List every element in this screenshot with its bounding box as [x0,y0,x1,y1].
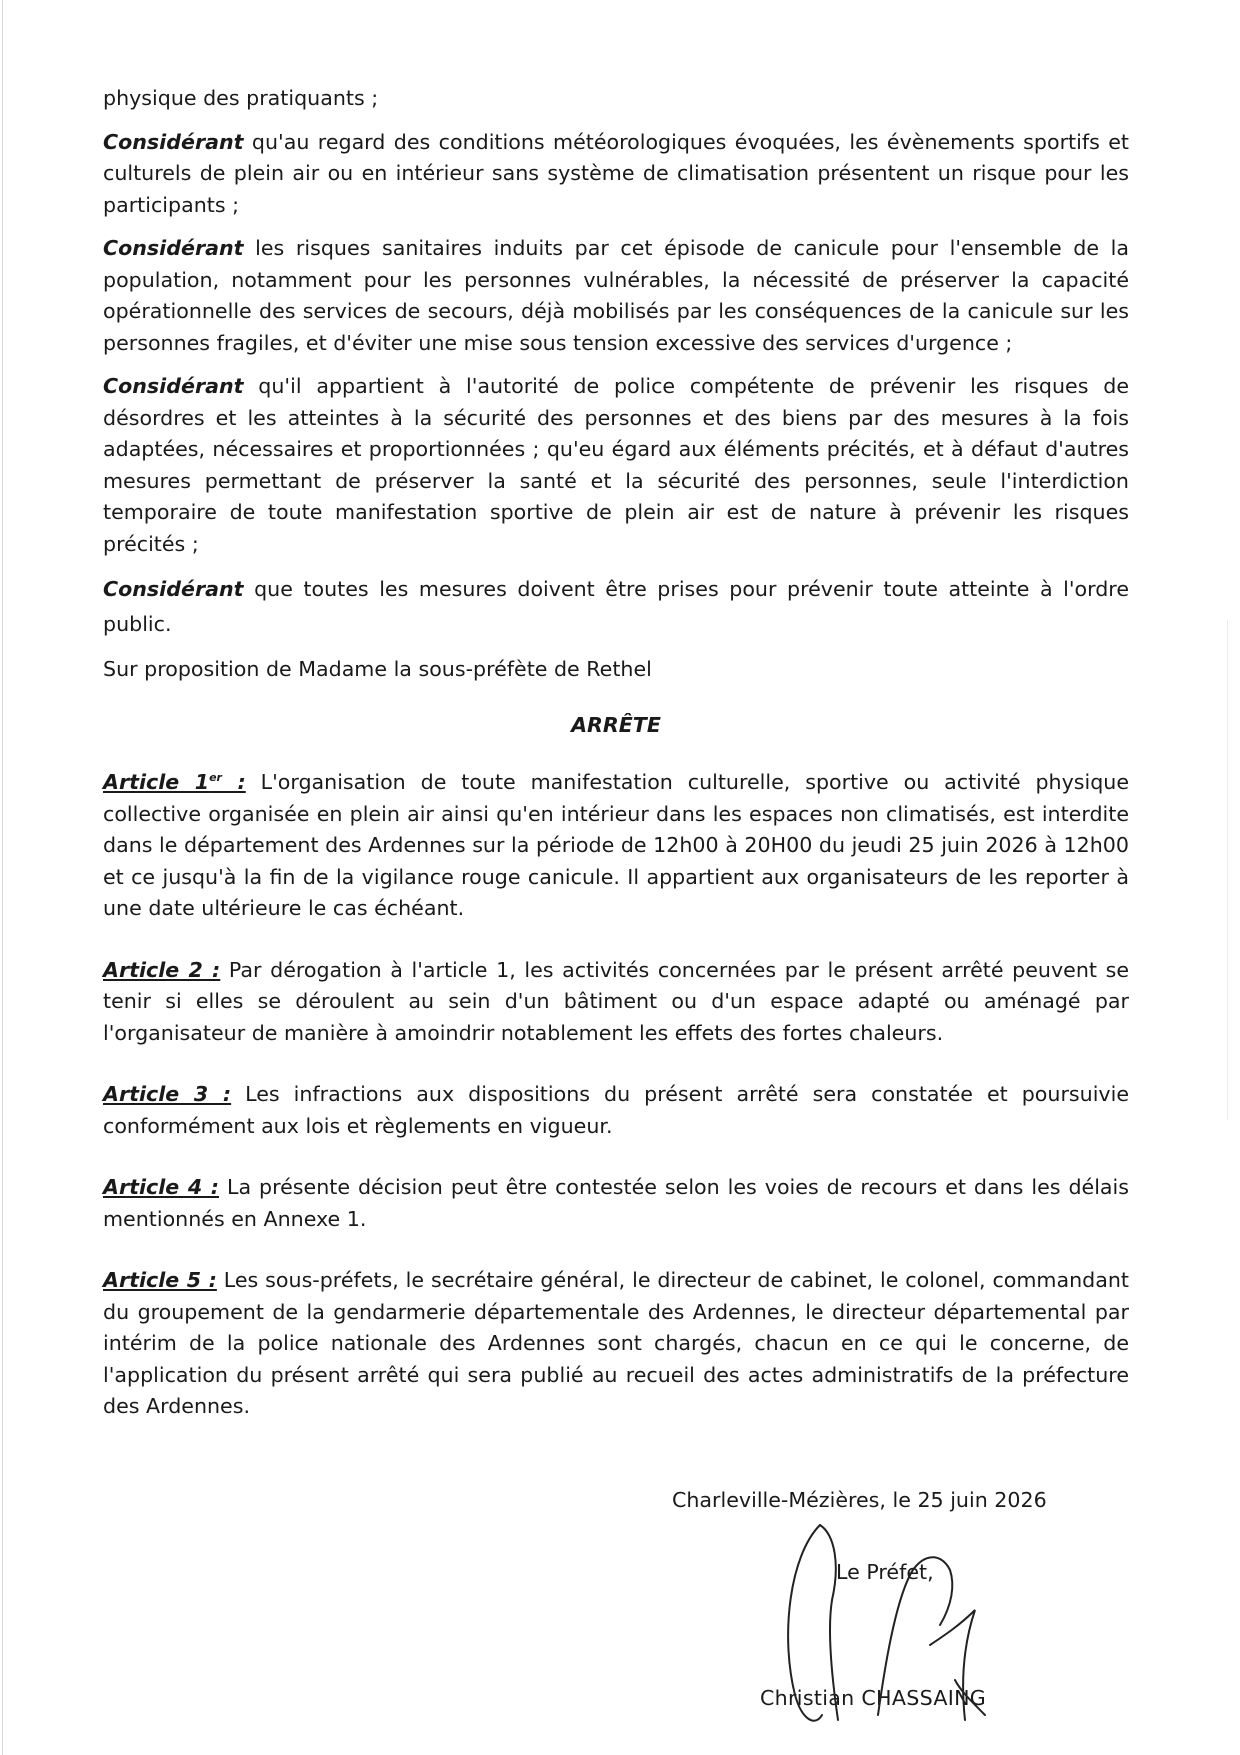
considerant-text: que toutes les mesures doivent être prises pour prévenir toute atteinte à l'ordre public. [103,577,1129,636]
article-label: Article 5 : [103,1268,217,1292]
article-3 [103,1079,1129,1142]
article-2 [103,955,1129,1050]
scan-edge [1227,620,1228,1120]
considerant-paragraph [103,371,1129,560]
arrete-heading: ARRÊTE [571,712,661,737]
signatory-title: Le Préfet, [836,1560,934,1584]
considerant-lead: Considérant [103,577,244,601]
signatory-name: Christian CHASSAING [760,1686,987,1710]
scan-edge [2,0,3,1755]
article-text: Les sous-préfets, le secrétaire général, le directeur de cabinet, le colonel, commandant du groupement de la gendarmerie départementale des Ardennes, le directeur départemental par intérim de la police nationale des Ardennes sont chargés, chacun en ce qui le concerne, de l'application du présent arrêté qui sera publié au recueil des actes administratifs de la préfecture des Ardennes. [103,1268,1129,1418]
considerant-paragraph [103,127,1129,222]
document-body [103,83,1129,1453]
considerant-text: qu'au regard des conditions météorologiques évoquées, les évènements sportifs et culturels de plein air ou en intérieur sans système de climatisation présentent un risque pour les participants ; [103,129,1129,217]
considerant-text: les risques sanitaires induits par cet épisode de canicule pour l'ensemble de la population, notamment pour les personnes vulnérables, la nécessité de préserver la capacité opérationnelle des services de secours, déjà mobilisés par les conséquences de la canicule sur les personnes fragiles, et d'éviter une mise sous tension excessive des services d'urgence ; [103,236,1129,355]
handwritten-signature [760,1515,1060,1735]
considerant-lead: Considérant [103,236,244,260]
article-text: Les infractions aux dispositions du présent arrêté sera constatée et poursuivie conformément aux lois et règlements en vigueur. [103,1082,1130,1138]
article-label: Article 3 : [103,1082,232,1106]
considerant-paragraph [103,572,1129,642]
considerant-text: qu'il appartient à l'autorité de police compétente de prévenir les risques de désordres et les atteintes à la sécurité des personnes et des biens par des mesures à la fois adaptées, nécessaires et proportionnées ; qu'eu égard aux éléments précités, et à défaut d'autres mesures permettant de préserver la santé et la sécurité des personnes, seule l'interdiction temporaire de toute manifestation sportive de plein air est de nature à prévenir les risques précités ; [103,374,1129,556]
article-text: Par dérogation à l'article 1, les activités concernées par le présent arrêté peuvent se tenir si elles se déroulent au sein d'un bâtiment ou d'un espace adapté ou aménagé par l'organisateur de manière à amoindrir notablement les effets des fortes chaleurs. [103,957,1129,1045]
article-5 [103,1265,1129,1423]
considerant-paragraph [103,233,1129,359]
signature-block [760,1515,1060,1735]
article-text: La présente décision peut être contestée selon les voies de recours et dans les délais mentionnés en Annexe 1. [103,1175,1129,1231]
article-label: Article 2 : [103,957,221,982]
article-1 [103,767,1129,925]
article-label: Article 4 : [103,1175,219,1199]
considerant-lead: Considérant [103,129,244,154]
paragraph-continuation: physique des pratiquants ; [103,86,379,110]
considerant-lead: Considérant [103,374,244,398]
article-text: L'organisation de toute manifestation culturelle, sportive ou activité physique collective organisée en plein air ainsi qu'en intérieur dans les espaces non climatisés, est interdite dans le département des Ardennes sur la période de 12h00 à 20H00 du jeudi 25 juin 2026 à 12h00 et ce jusqu'à la fin de la vigilance rouge canicule. Il appartient aux organisateurs de les reporter à une date ultérieure le cas échéant. [103,770,1130,920]
place-and-date: Charleville-Mézières, le 25 juin 2026 [672,1488,1047,1512]
article-4 [103,1172,1129,1235]
article-label: Article 1er : [103,770,246,794]
proposal-line: Sur proposition de Madame la sous-préfète de Rethel [103,657,652,681]
